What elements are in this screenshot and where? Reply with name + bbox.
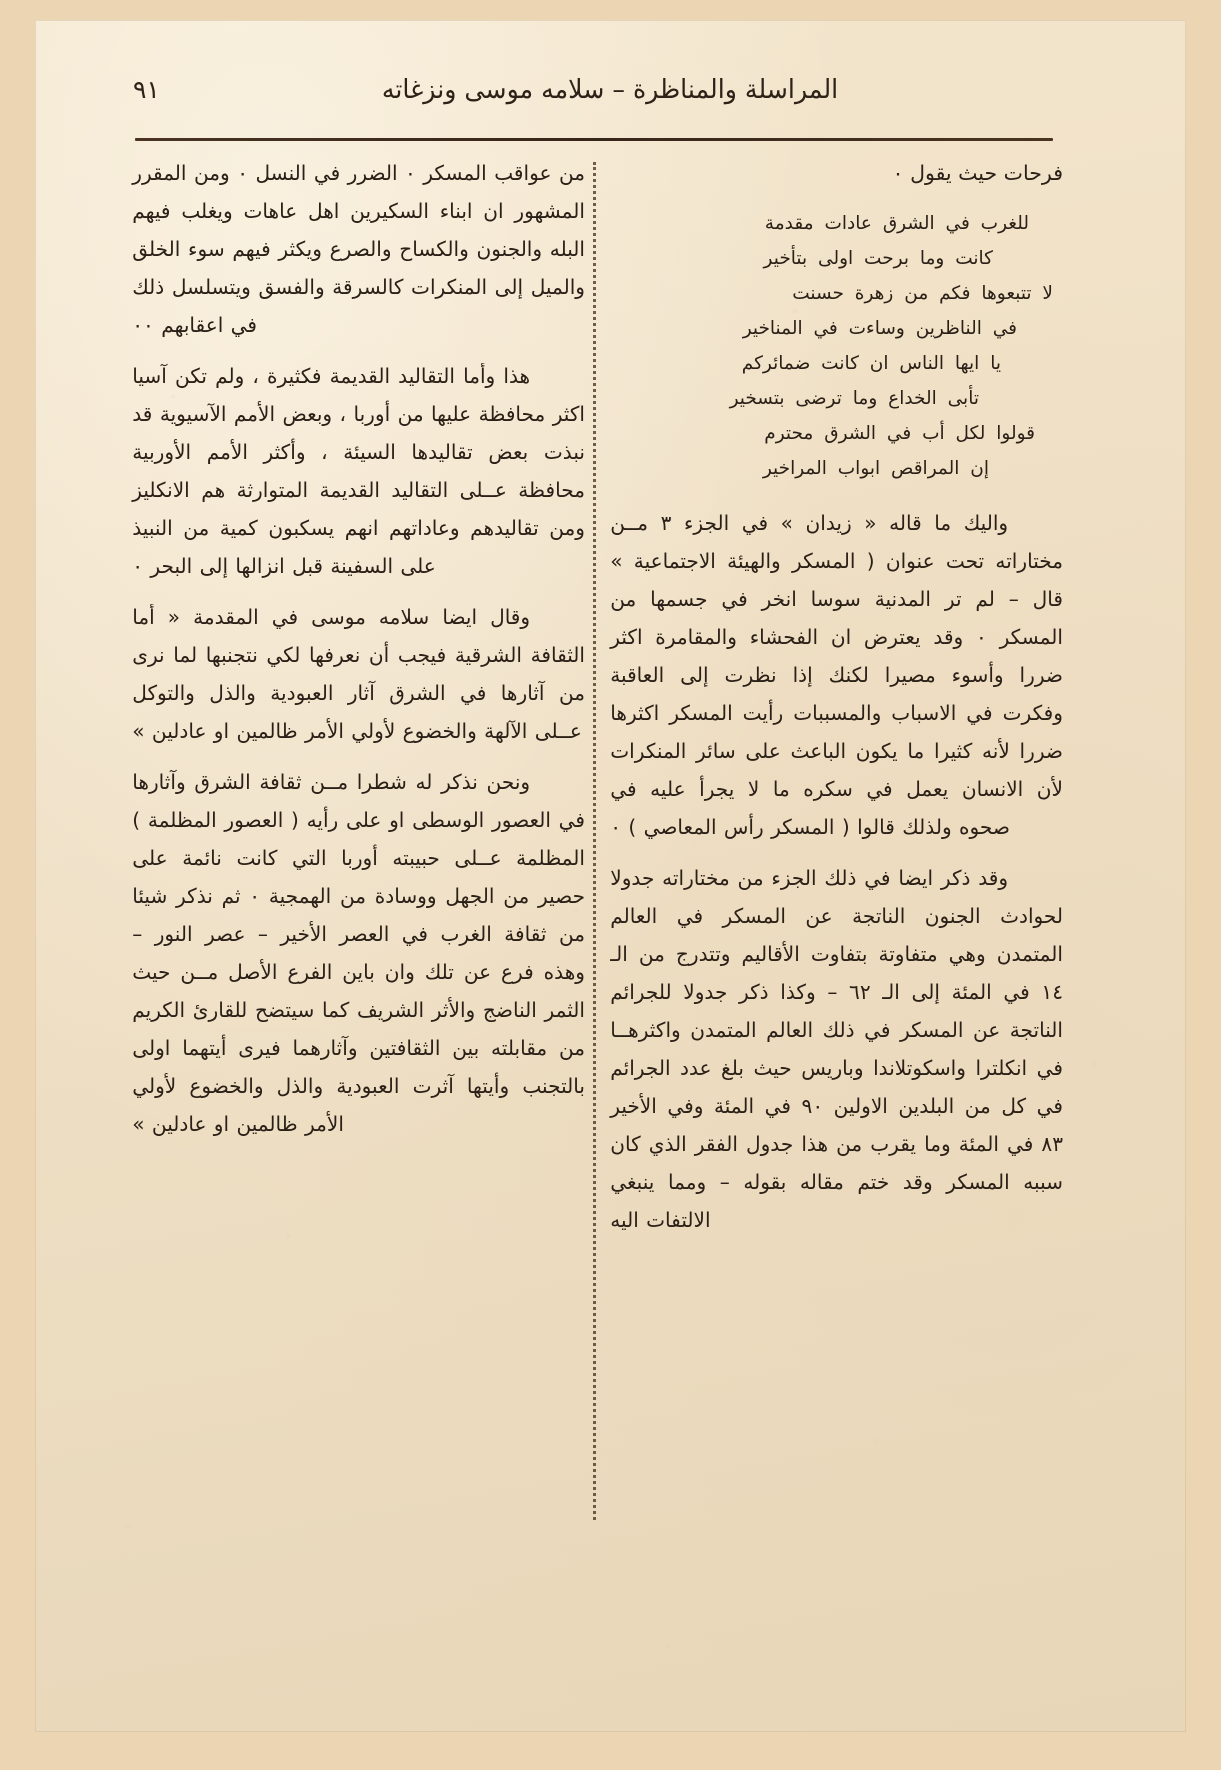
paragraph: ونحن نذكر له شطرا مــن ثقافة الشرق وآثارها في العصور الوسطى او على رأيه ( العصور المظلمة ) المظلمة عــلى حبيبته أوربا التي كانت نائمة على حصير من الجهل ووسادة من الهمجية ٠ ثم نذكر شيئا من ثقافة الغرب في العصر الأخير – عصر النور – وهذه فرع عن تلك وان باين الفرع الأصل مــن حيث الثمر الناضج والأثر الشريف كما سيتضح للقارئ الكريم من مقابلته بين الثقافتين وآثارهما فيرى أيتهما اولى بالتجنب وأيتها آثرت العبودية والذل والخضوع لأولي الأمر ظالمين او عادلين »	[132, 770, 586, 1136]
paragraph: من عواقب المسكر ٠ الضرر في النسل ٠ ومن المقرر المشهور ان ابناء السكيرين اهل عاهات ويغلب فيهم البله والجنون والكساح والصرع ويكثر فيهم سوء الخلق والميل إلى المنكرات كالسرقة والفسق ويتسلسل ذلك في اعقابهم ٠٠	[132, 161, 585, 337]
lead-line: فرحات حيث يقول ٠	[892, 161, 1063, 185]
paragraph: وقد ذكر ايضا في ذلك الجزء من مختاراته جدولا لحوادث الجنون الناتجة عن المسكر في العالم المتمدن وهي متفاوتة بتفاوت الأقاليم وتتدرج من الـ ١٤ في المئة إلى الـ ٦٢ – وكذا ذكر جدولا للجرائم الناتجة عن المسكر في ذلك العالم المتمدن واكثرهــا في انكلترا واسكوتلاندا وباريس حيث بلغ عدد الجرائم في كل من البلدين الاولين ٩٠ في المئة وفي الأخير ٨٣ في المئة وما يقرب من هذا جدول الفقر الذي كان سببه المسكر وقد ختم مقاله بقوله – ومما ينبغي الالتفات اليه	[610, 866, 1064, 1232]
poem-block	[601, 206, 1063, 486]
poem-verse: إن المراقص ابواب المراخير	[762, 458, 989, 479]
poem-verse: تأبى الخداع وما ترضى بتسخير	[729, 388, 979, 409]
header-divider-rule	[135, 138, 1053, 141]
column-left	[123, 154, 585, 1534]
running-head	[105, 70, 1115, 112]
paragraph: واليك ما قاله « زيدان » في الجزء ٣ مــن مختاراته تحت عنوان ( المسكر والهيئة الاجتماعية » قال – لم تر المدنية سوسا انخر في جسمها من المسكر ٠ وقد يعترض ان الفحشاء والمقامرة اكثر ضررا وأسوء مصيرا لكنك إذا نظرت إلى العاقبة وفكرت في الاسباب والمسببات رأيت المسكر اكثرها ضررا لأنه كثيرا ما يكون الباعث على سائر المنكرات لأن الانسان يعمل في سكره ما لا يجرأ عليه في صحوه ولذلك قالوا ( المسكر رأس المعاصي ) ٠	[610, 511, 1064, 839]
poem-verse: للغرب في الشرق عادات مقدمة	[764, 213, 1029, 234]
poem-verse: في الناظرين وساءت في المناخير	[742, 318, 1017, 339]
paragraph: هذا وأما التقاليد القديمة فكثيرة ، ولم تكن آسيا اكثر محافظة عليها من أوربا ، وبعض الأمم الآسيوية قد نبذت بعض تقاليدها السيئة ، وأكثر الأمم الأوربية محافظة عــلى التقاليد القديمة المتوارثة هم الانكليز ومن تقاليدهم وعاداتهم انهم يسكبون كمية من النبيذ على السفينة قبل انزالها إلى البحر ٠	[132, 364, 585, 578]
poem-verse: كانت وما برحت اولى بتأخير	[763, 248, 993, 269]
poem-verse: لا تتبعوها فكم من زهرة حسنت	[792, 283, 1053, 304]
paragraph: وقال ايضا سلامه موسى في المقدمة « أما الثقافة الشرقية فيجب أن نعرفها لكي نتجنبها لما نرى من آثارها في الشرق آثار العبودية والذل والتوكل عــلى الآلهة والخضوع لأولي الأمر ظالمين او عادلين »	[132, 605, 585, 743]
poem-verse: يا ايها الناس ان كانت ضمائركم	[741, 353, 1001, 374]
page-number: ٩١	[133, 75, 160, 104]
column-gutter-divider	[585, 154, 601, 1534]
page-title: المراسلة والمناظرة – سلامه موسى ونزغاته	[381, 75, 839, 105]
paper-sheet	[35, 20, 1186, 1732]
column-right	[601, 154, 1063, 1534]
poem-verse: قولوا لكل أب في الشرق محترم	[764, 423, 1035, 444]
two-column-body	[123, 154, 1063, 1534]
